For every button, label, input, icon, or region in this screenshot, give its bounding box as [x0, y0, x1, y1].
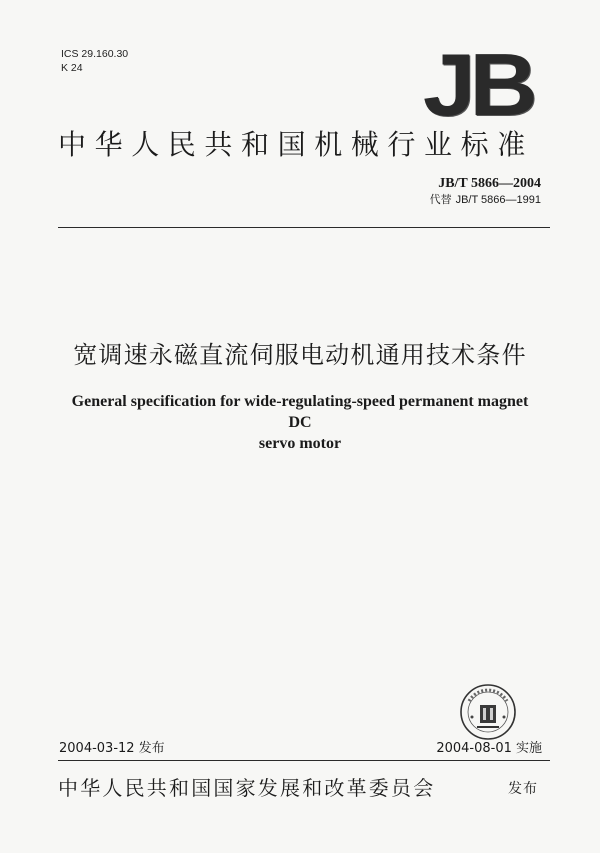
bottom-divider: [58, 760, 550, 761]
replaces-line: [430, 193, 541, 207]
ics-code: ICS 29.160.30: [61, 48, 129, 60]
category-code: K 24: [61, 62, 83, 74]
english-title-line-2: servo motor: [258, 435, 342, 452]
standard-number: JB/T 5866—2004: [438, 176, 541, 191]
replaces-label: 代替: [429, 194, 452, 206]
english-title-line-1: General specification for wide-regulating-speed permanent magnet DC: [71, 393, 529, 431]
issue-date: 2004-03-12 发布: [59, 741, 165, 756]
chinese-title: 宽调速永磁直流伺服电动机通用技术条件: [73, 341, 527, 369]
english-title: [60, 391, 540, 454]
implementation-date: 2004-08-01 实施: [436, 741, 542, 756]
publishing-authority: 中华人民共和国国家发展和改革委员会: [58, 776, 436, 800]
classification-block: [61, 47, 128, 75]
publish-label: 发布: [508, 781, 538, 797]
jb-logo: JB: [422, 35, 532, 134]
standard-type-title: 中华人民共和国机械行业标准: [58, 128, 534, 161]
issuing-authority-seal-icon: [459, 683, 517, 741]
top-divider: [58, 227, 550, 228]
replaces-number: JB/T 5866—1991: [455, 194, 541, 206]
